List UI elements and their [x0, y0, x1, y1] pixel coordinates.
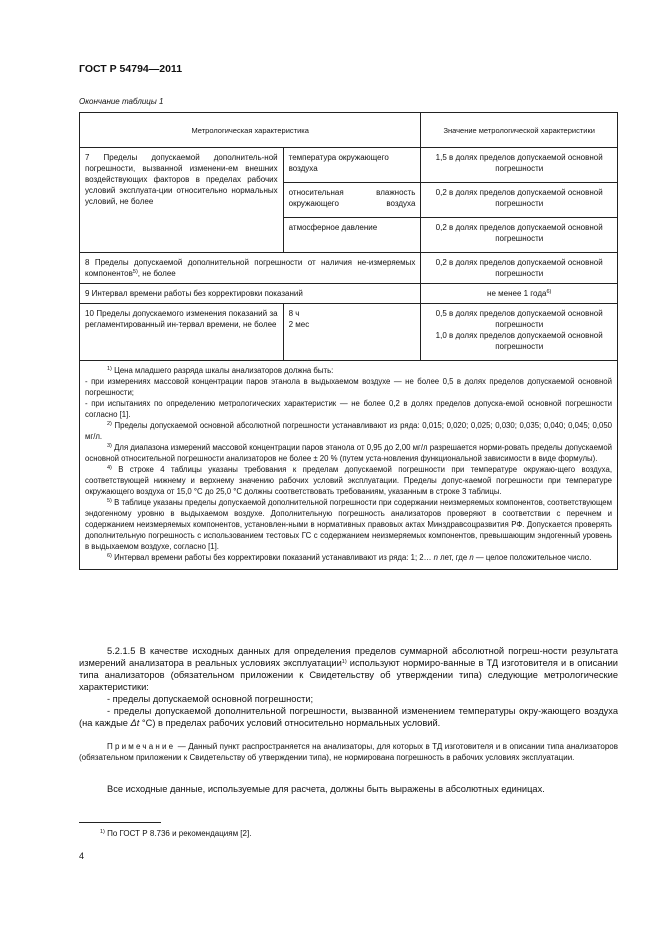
paragraph-5-2-1-5: 5.2.1.5 В качестве исходных данных для определения пределов суммарной абсолютной погреш-ности результата измерений анализатора в реальных условиях эксплуатации$^{1)}$ используют нормиро-ванные в ТД изготовителя и в описании типа анализаторов (обязательном приложении к Свидетельству об утверждении типа) следующие метрологические характеристики:: [79, 646, 618, 692]
note-6: $^{6)}$ Интервал времени работы без корректировки показаний устанавливают из ряда: 1; 2… n лет, где n — целое положительное число.: [107, 553, 592, 562]
note-paragraph: [79, 741, 618, 763]
row10-value-1: 0,5 в долях пределов допускаемой основной погрешности: [435, 309, 603, 329]
table-continuation-caption: Окончание таблицы 1: [79, 97, 164, 106]
table-row: [80, 304, 618, 361]
table-notes-row: [80, 361, 618, 570]
table-row: [80, 148, 618, 183]
note-1b: - при испытаниях по определению метрологических характеристик — не более 0,2 в долях пределов допуска-емой основной погрешности согласно [1].: [85, 399, 612, 419]
row7-value-humidity: 0,2 в долях пределов допускаемой основной погрешности: [421, 183, 618, 218]
row8-value: 0,2 в долях пределов допускаемой основной погрешности: [421, 253, 618, 284]
note-text: — Данный пункт распространяется на анализаторы, для которых в ТД изготовителя и в описании типа анализаторов (обязательном приложении к Свидетельству об утверждении типа), не нормирована погрешность в рабочих условиях эксплуатации.: [79, 742, 618, 762]
list-item: - пределы допускаемой дополнительной погрешности, вызванной изменением температуры окру-жающего воздуха (на каждые Δt °С) в пределах рабочих условий относительно нормальных условий.: [79, 706, 618, 728]
row7-factor-humidity: относительная влажность окружающего воздуха: [283, 183, 421, 218]
note-label: Примечание: [107, 742, 176, 751]
note-1: $^{1)}$ Цена младшего разряда шкалы анализаторов должна быть:: [107, 366, 334, 375]
col-header-value: Значение метрологической характеристики: [421, 113, 618, 148]
row9-label: 9 Интервал времени работы без корректировки показаний: [80, 284, 421, 304]
row10-interval-2: 2 мес: [288, 320, 310, 329]
note-1a: - при измерениях массовой концентрации паров этанола в выдыхаемом воздухе — не более 0,5 в долях пределов допускаемой основной погрешности;: [85, 377, 612, 397]
col-header-characteristic: Метрологическая характеристика: [80, 113, 421, 148]
table-row: [80, 284, 618, 304]
note-4: $^{4)}$ В строке 4 таблицы указаны требования к пределам допускаемой погрешности при температуре окружаю-щего воздуха, соответствующей нижнему и верхнему значению рабочих условий эксплуатации. Пределы допус-каемой погрешности при температуре окружающего воздуха от 15,0 °С до 25,0 °С должны соответствовать требованиям, указанным в строке 3 таблицы.: [85, 465, 612, 496]
table-row: [80, 253, 618, 284]
table-notes: [80, 361, 618, 570]
row7-value-pressure: 0,2 в долях пределов допускаемой основной погрешности: [421, 218, 618, 253]
footnote: $^{1)}$ По ГОСТ Р 8.736 и рекомендациям [2].: [100, 829, 252, 838]
row10-label: 10 Пределы допускаемого изменения показаний за регламентированный ин-тервал времени, не более: [80, 304, 284, 361]
list-item: - пределы допускаемой основной погрешности;: [107, 694, 314, 704]
row10-value: [421, 304, 618, 361]
row9-value: не менее 1 года$^{6)}$: [421, 284, 618, 304]
note-3: $^{3)}$ Для диапазона измерений массовой концентрации паров этанола от 0,95 до 2,00 мг/л разрешается норми-ровать пределы допускаемой основной относительной погрешности анализаторов не более ± 20 % (путем уста-новления функциональной зависимости в виде формулы).: [85, 443, 613, 463]
footnote-separator: [79, 822, 161, 823]
table-header-row: [80, 113, 618, 148]
row10-interval-1: 8 ч: [288, 309, 300, 318]
page-number: 4: [79, 851, 85, 861]
row7-factor-pressure: атмосферное давление: [283, 218, 421, 253]
metrology-table: [79, 112, 618, 570]
final-paragraph: Все исходные данные, используемые для расчета, должны быть выражены в абсолютных единицах.: [107, 784, 545, 794]
row7-value-temperature: 1,5 в долях пределов допускаемой основной погрешности: [421, 148, 618, 183]
row7-label: 7 Пределы допускаемой дополнитель-ной погрешности, вызванной изменени-ем внешних воздействующих факторов в пределах рабочих условий эксплуата-ции относительно нормальных условий, не более: [80, 148, 284, 253]
note-5: $^{5)}$ В таблице указаны пределы допускаемой дополнительной погрешности при содержании неизмеряемых компонентов, соответствующем эндогенному уровню в выдыхаемом воздухе. Дополнительную погрешность анализаторов проверяют в соответствии с перечнем и содержанием неизмеряемых компонентов, установлен-ными в нормативных правовых актах Минздравсоцразвития РФ. Допускается проверять дополнительную погрешность с использованием тестовых ГС с содержанием неизмеряемых компонентов, превышающим эндогенный уровень в выдыхаемом воздухе, согласно [1].: [85, 498, 612, 551]
document-header: ГОСТ Р 54794—2011: [79, 63, 183, 75]
row8-label: 8 Пределы допускаемой дополнительной погрешности от наличия не-измеряемых компонентов$^{5)}$, не более: [80, 253, 421, 284]
note-2: $^{2)}$ Пределы допускаемой основной абсолютной погрешности устанавливают из ряда: 0,015; 0,020; 0,025; 0,030; 0,035; 0,040; 0,045; 0,050 мг/л.: [85, 421, 612, 441]
row10-value-2: 1,0 в долях пределов допускаемой основной погрешности: [435, 331, 603, 351]
row10-interval: [283, 304, 421, 361]
row7-factor-temperature: температура окружающего воздуха: [283, 148, 421, 183]
body-text: [79, 645, 618, 729]
